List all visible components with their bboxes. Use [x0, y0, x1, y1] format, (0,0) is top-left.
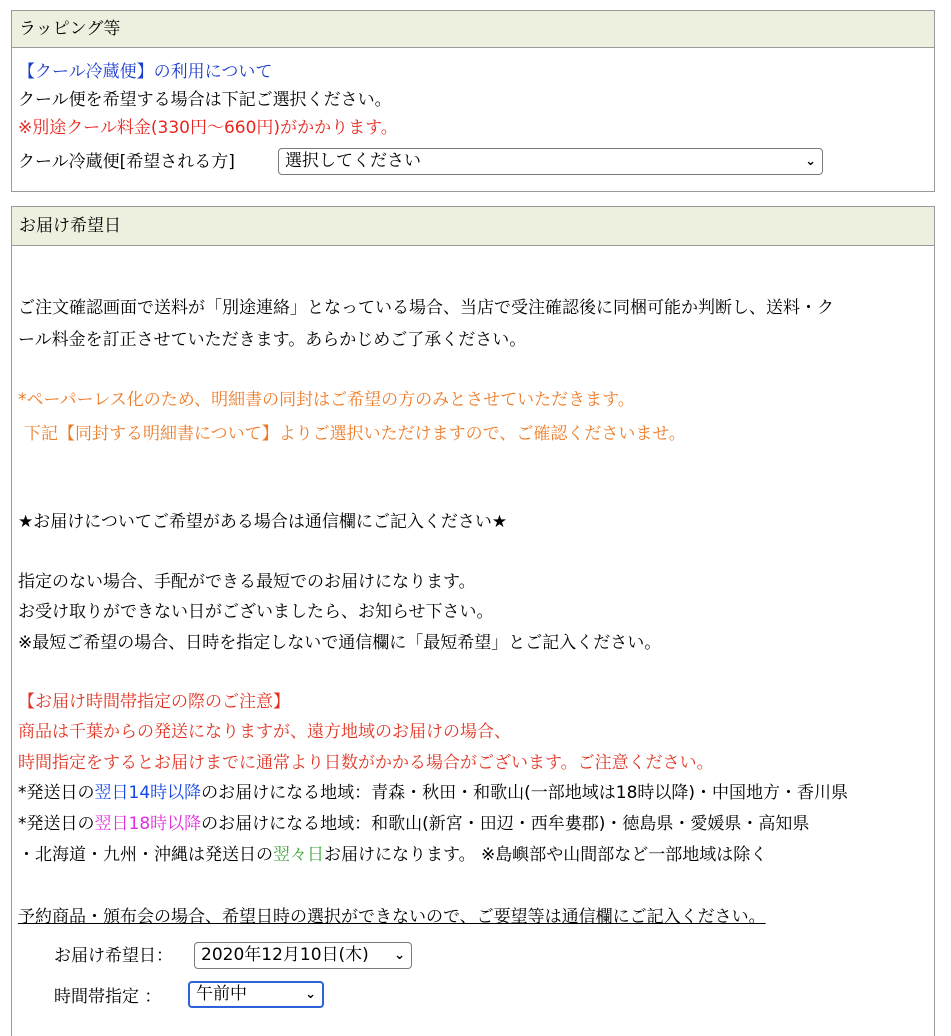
cool-select-label: クール冷蔵便[希望される方] [18, 152, 235, 172]
delivery-header: お届け希望日 [12, 207, 934, 246]
chevron-down-icon: ⌄ [394, 948, 405, 963]
cool-title: 【クール冷蔵便】の利用について [18, 62, 273, 82]
delivery-time-value: 午前中 [196, 984, 247, 1004]
caution-title: 【お届け時間帯指定の際のご注意】 [18, 692, 290, 712]
caution-line-2: 時間指定をするとお届けまでに通常より日数がかかる場合がございます。ご注意ください。 [18, 753, 714, 773]
date-label: お届け希望日： [54, 946, 173, 966]
delivery-panel [11, 206, 935, 1036]
chevron-down-icon: ⌄ [805, 154, 816, 169]
delivery-date-select[interactable] [194, 942, 412, 969]
cool-fee-note: ※別途クール料金(330円～660円)がかかります。 [18, 118, 398, 138]
area-3-prefix: ・北海道・九州・沖縄は発送日の [18, 845, 273, 865]
area-1-highlight: 翌日14時以降 [94, 783, 202, 803]
star-note: ★お届けについてご希望がある場合は通信欄にご記入ください★ [18, 512, 508, 532]
area-3-highlight: 翌々日 [273, 845, 324, 865]
area-3-suffix: お届けになります。 ※島嶼部や山間部など一部地域は除く [324, 845, 768, 865]
delivery-date-value: 2020年12月10日(木) [201, 945, 369, 965]
paperless-note-line-1: *ペーパーレス化のため、明細書の同封はご希望の方のみとさせていただきます。 [18, 390, 635, 410]
cool-select-value: 選択してください [285, 151, 421, 171]
shipping-note-line-2: ール料金を訂正させていただきます。あらかじめご了承ください。 [18, 330, 527, 350]
area-line-1 [18, 778, 848, 803]
area-2-suffix: のお届けになる地域：和歌山(新宮・田辺・西牟婁郡)・徳島県・愛媛県・高知県 [201, 814, 810, 834]
shipping-note-line-1: ご注文確認画面で送料が「別途連絡」となっている場合、当店で受注確認後に同梱可能か判断し、送料・ク [18, 298, 834, 318]
wrapping-header: ラッピング等 [12, 11, 934, 48]
cool-description: クール便を希望する場合は下記ご選択ください。 [18, 90, 392, 110]
caution-line-1: 商品は千葉からの発送になりますが、遠方地域のお届けの場合、 [18, 722, 511, 742]
area-1-suffix: のお届けになる地域：青森・秋田・和歌山(一部地域は18時以降)・中国地方・香川県 [201, 783, 849, 803]
area-2-prefix: *発送日の [18, 814, 95, 834]
area-1-prefix: *発送日の [18, 783, 95, 803]
wrapping-panel [11, 10, 935, 192]
area-line-3 [18, 840, 767, 865]
reservation-note: 予約商品・頒布会の場合、希望日時の選択ができないので、ご要望等は通信欄にご記入ください。 [18, 907, 766, 927]
paperless-note-line-2: 下記【同封する明細書について】よりご選択いただけますので、ご確認くださいませ。 [24, 424, 686, 444]
info-line-2: お受け取りができない日がございましたら、お知らせ下さい。 [18, 602, 494, 622]
info-line-3: ※最短ご希望の場合、日時を指定しないで通信欄に「最短希望」とご記入ください。 [18, 633, 662, 653]
area-2-highlight: 翌日18時以降 [94, 814, 202, 834]
time-label: 時間帯指定 ： [54, 987, 162, 1007]
delivery-time-select[interactable] [188, 981, 324, 1008]
info-line-1: 指定のない場合、手配ができる最短でのお届けになります。 [18, 572, 476, 592]
cool-delivery-select[interactable] [278, 148, 823, 175]
chevron-down-icon: ⌄ [305, 987, 316, 1002]
area-line-2 [18, 809, 809, 834]
